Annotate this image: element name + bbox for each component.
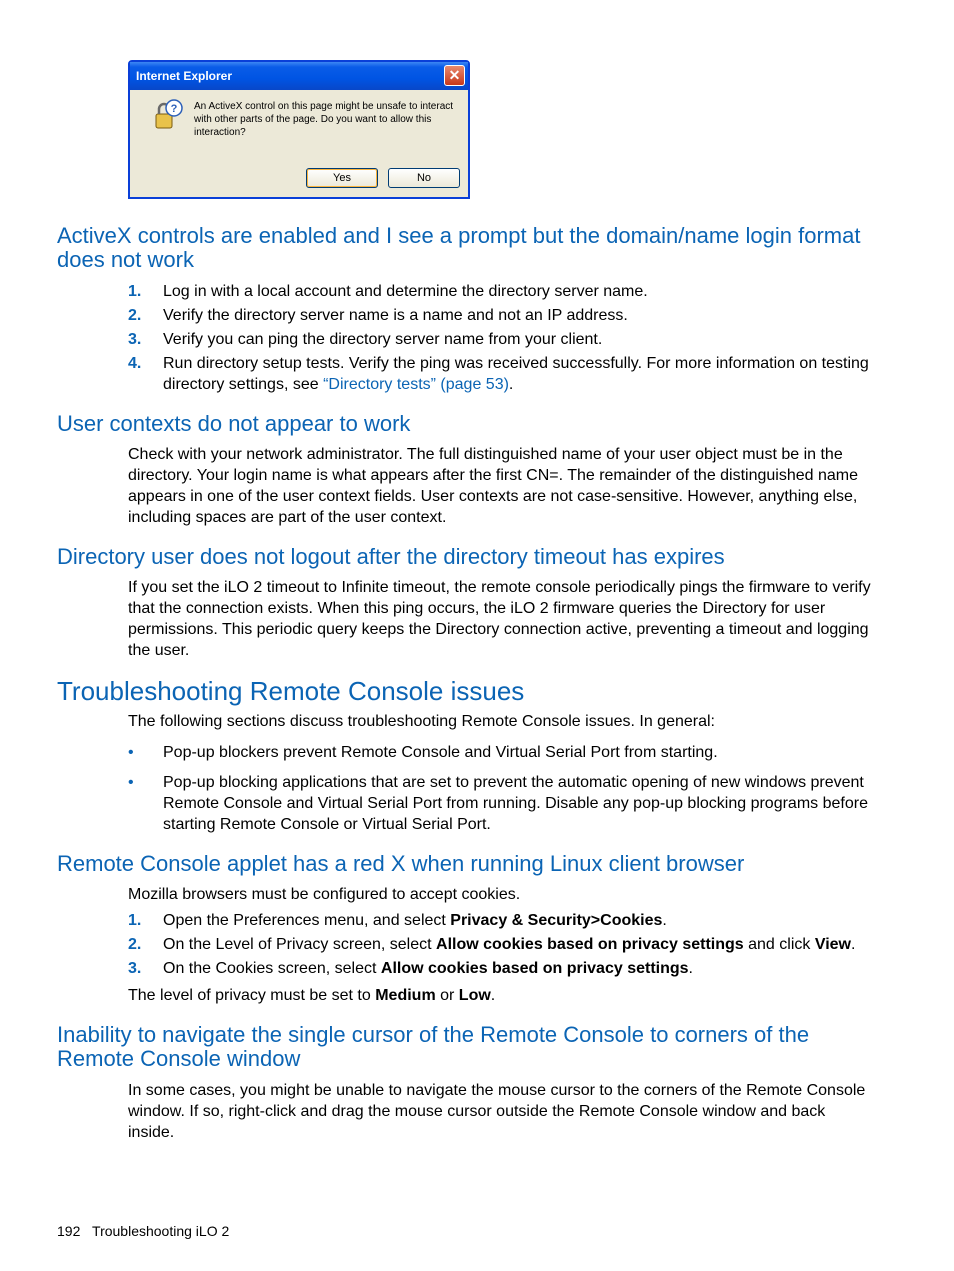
outro-text-part: . <box>490 987 496 1004</box>
privacy-level: Low <box>458 987 491 1004</box>
section-heading-directory-logout: Directory user does not logout after the directory timeout has expires <box>57 544 725 569</box>
step-text-part: . <box>850 936 856 953</box>
dialog-title-bar <box>130 62 468 90</box>
directory-tests-link[interactable]: “Directory tests” (page 53) <box>323 376 509 393</box>
step-text-part: On the Level of Privacy screen, select <box>163 936 437 953</box>
step-text-part: Run directory setup tests. Verify the ping was received successfully. For more information on testing directory settings, see <box>163 355 869 393</box>
step-text-part: and click <box>743 936 815 953</box>
section-heading-user-contexts: User contexts do not appear to work <box>57 411 411 436</box>
step-number: 3. <box>128 960 142 977</box>
option-name: Allow cookies based on privacy settings <box>380 960 689 977</box>
section-body: Check with your network administrator. The full distinguished name of your user object must be in the directory. Your login name is what appears after the first CN=. The remainder of the distinguished name appears in one of the user context fields. User contexts are not case-sensitive. However, anything else, including spaces are part of the user context. <box>128 446 859 526</box>
step-text-part: On the Cookies screen, select <box>163 960 381 977</box>
step-text <box>163 353 875 395</box>
page-footer <box>57 1222 229 1240</box>
section-body: If you set the iLO 2 timeout to Infinite timeout, the remote console periodically pings the firmware to verify that the connection exists. When this ping occurs, the iLO 2 firmware queries the Directory for user permissions. This periodic query keeps the Directory connection active, preventing a timeout and logging the user. <box>128 579 871 659</box>
step-text: Verify the directory server name is a name and not an IP address. <box>163 307 628 324</box>
menu-path: Privacy & Security>Cookies <box>450 912 663 929</box>
no-button[interactable]: No <box>388 168 460 188</box>
step-number: 3. <box>128 331 142 348</box>
step-text-part: . <box>662 912 667 929</box>
section-intro: Mozilla browsers must be configured to accept cookies. <box>128 886 521 903</box>
step-text-part: Open the Preferences menu, and select <box>163 912 451 929</box>
step-text <box>163 910 875 931</box>
chapter-title: Troubleshooting iLO 2 <box>92 1223 230 1239</box>
outro-text-part: or <box>435 987 459 1004</box>
warning-lock-icon <box>150 98 184 134</box>
dialog-message: An ActiveX control on this page might be unsafe to interact with other parts of the page. Do you want to allow this interaction? <box>194 101 454 138</box>
step-number: 4. <box>128 355 142 372</box>
step-text <box>163 934 875 955</box>
step-text-part: . <box>688 960 693 977</box>
bullet-icon: • <box>128 744 134 761</box>
page-number: 192 <box>57 1223 81 1239</box>
step-text-part: . <box>508 376 514 393</box>
close-icon[interactable]: ✕ <box>444 65 465 86</box>
step-number: 1. <box>128 283 142 300</box>
step-text <box>163 958 875 979</box>
svg-text:?: ? <box>170 103 178 115</box>
section-heading-activex: ActiveX controls are enabled and I see a prompt but the domain/name login format does not work <box>57 223 861 272</box>
bullet-icon: • <box>128 774 134 791</box>
bullet-text: Pop-up blockers prevent Remote Console and Virtual Serial Port from starting. <box>163 744 718 761</box>
yes-button[interactable]: Yes <box>306 168 378 188</box>
activex-warning-dialog <box>128 60 470 199</box>
outro-text-part: The level of privacy must be set to <box>128 987 376 1004</box>
privacy-level: Medium <box>375 987 436 1004</box>
step-text: Log in with a local account and determine the directory server name. <box>163 283 648 300</box>
section-outro <box>128 985 873 1006</box>
dialog-title: Internet Explorer <box>136 69 233 83</box>
step-number: 1. <box>128 912 142 929</box>
section-heading-cursor-navigation: Inability to navigate the single cursor of the Remote Console to corners of the Remote Console window <box>57 1022 810 1071</box>
section-body: In some cases, you might be unable to navigate the mouse cursor to the corners of the Remote Console window. If so, right-click and drag the mouse cursor outside the Remote Console window and back inside. <box>128 1082 866 1141</box>
chapter-heading-remote-console: Troubleshooting Remote Console issues <box>57 676 525 706</box>
section-intro: The following sections discuss troubleshooting Remote Console issues. In general: <box>128 713 715 730</box>
button-name: View <box>814 936 851 953</box>
section-heading-red-x: Remote Console applet has a red X when running Linux client browser <box>57 851 745 876</box>
option-name: Allow cookies based on privacy settings <box>436 936 744 953</box>
step-number: 2. <box>128 307 142 324</box>
step-text: Verify you can ping the directory server name from your client. <box>163 331 603 348</box>
bullet-text: Pop-up blocking applications that are set to prevent the automatic opening of new windows prevent Remote Console and Virtual Serial Port from running. Disable any pop-up blocking programs before starting Remote Console or Virtual Serial Port. <box>163 774 868 833</box>
step-number: 2. <box>128 936 142 953</box>
